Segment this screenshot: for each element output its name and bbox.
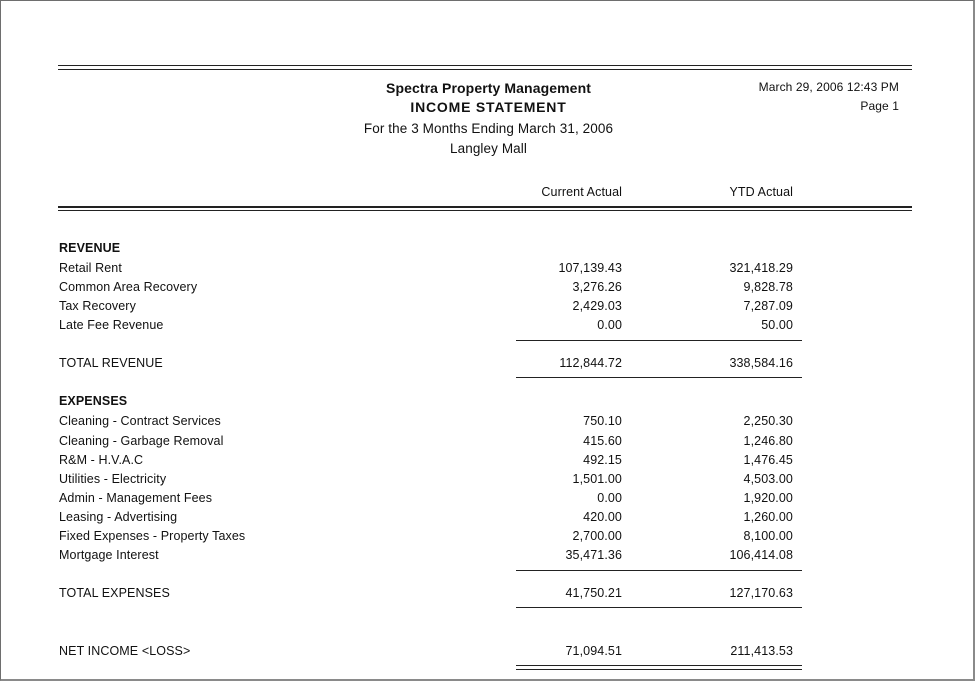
expense-row-label: Fixed Expenses - Property Taxes — [59, 529, 246, 543]
column-header-ytd: YTD Actual — [729, 185, 793, 199]
revenue-row-current: 2,429.03 — [572, 299, 622, 313]
expense-row-label: Cleaning - Garbage Removal — [59, 434, 224, 448]
revenue-row-label: Late Fee Revenue — [59, 318, 164, 332]
net-income-label: NET INCOME <LOSS> — [59, 644, 191, 658]
expense-row-current: 415.60 — [583, 434, 622, 448]
expense-row-current: 420.00 — [583, 510, 622, 524]
header-rule-2 — [58, 210, 912, 211]
net-income-ytd: 211,413.53 — [730, 644, 793, 658]
top-rule — [58, 65, 912, 66]
expense-row-current: 750.10 — [583, 414, 622, 428]
total-revenue-label: TOTAL REVENUE — [59, 356, 163, 370]
revenue-row-label: Retail Rent — [59, 261, 122, 275]
column-header-current: Current Actual — [541, 185, 622, 199]
expense-row-label: R&M - H.V.A.C — [59, 453, 144, 467]
expense-row-current: 2,700.00 — [572, 529, 622, 543]
expense-row-label: Leasing - Advertising — [59, 510, 178, 524]
expense-row-ytd: 1,476.45 — [743, 453, 793, 467]
print-timestamp: March 29, 2006 12:43 PM — [758, 80, 899, 94]
expense-row-ytd: 2,250.30 — [743, 414, 793, 428]
revenue-row-current: 3,276.26 — [572, 280, 622, 294]
expense-row-label: Mortgage Interest — [59, 548, 159, 562]
expense-row-label: Admin - Management Fees — [59, 491, 213, 505]
revenue-row-label: Tax Recovery — [59, 299, 136, 313]
total-rule — [516, 377, 802, 378]
revenue-row-current: 107,139.43 — [558, 261, 622, 275]
report-title: INCOME STATEMENT — [410, 99, 567, 115]
subtotal-rule — [516, 570, 802, 571]
company-name: Spectra Property Management — [386, 80, 591, 96]
expense-row-ytd: 1,260.00 — [743, 510, 793, 524]
header-rule — [58, 206, 912, 208]
expense-row-ytd: 8,100.00 — [743, 529, 793, 543]
revenue-row-label: Common Area Recovery — [59, 280, 198, 294]
expense-row-ytd: 4,503.00 — [743, 472, 793, 486]
net-double-rule — [516, 665, 802, 666]
expense-row-label: Cleaning - Contract Services — [59, 414, 221, 428]
expense-row-current: 35,471.36 — [565, 548, 622, 562]
expense-row-ytd: 1,246.80 — [743, 434, 793, 448]
net-double-rule-2 — [516, 669, 802, 670]
subtotal-rule — [516, 340, 802, 341]
expense-row-label: Utilities - Electricity — [59, 472, 167, 486]
total-expenses-ytd: 127,170.63 — [729, 586, 793, 600]
net-income-current: 71,094.51 — [565, 644, 622, 658]
expense-row-ytd: 106,414.08 — [729, 548, 793, 562]
expense-row-current: 492.15 — [583, 453, 622, 467]
total-expenses-current: 41,750.21 — [565, 586, 622, 600]
property-name: Langley Mall — [450, 141, 527, 156]
expense-row-current: 1,501.00 — [572, 472, 622, 486]
revenue-row-current: 0.00 — [597, 318, 622, 332]
top-rule-2 — [58, 69, 912, 70]
total-revenue-current: 112,844.72 — [559, 356, 622, 370]
expense-row-current: 0.00 — [597, 491, 622, 505]
total-revenue-ytd: 338,584.16 — [729, 356, 793, 370]
page-number: Page 1 — [860, 99, 899, 113]
revenue-heading: REVENUE — [59, 241, 121, 255]
revenue-row-ytd: 321,418.29 — [729, 261, 793, 275]
total-expenses-label: TOTAL EXPENSES — [59, 586, 170, 600]
revenue-row-ytd: 9,828.78 — [743, 280, 793, 294]
expense-row-ytd: 1,920.00 — [743, 491, 793, 505]
expenses-heading: EXPENSES — [59, 394, 128, 408]
total-rule — [516, 607, 802, 608]
revenue-row-ytd: 50.00 — [761, 318, 793, 332]
report-period: For the 3 Months Ending March 31, 2006 — [363, 121, 614, 136]
revenue-row-ytd: 7,287.09 — [743, 299, 793, 313]
